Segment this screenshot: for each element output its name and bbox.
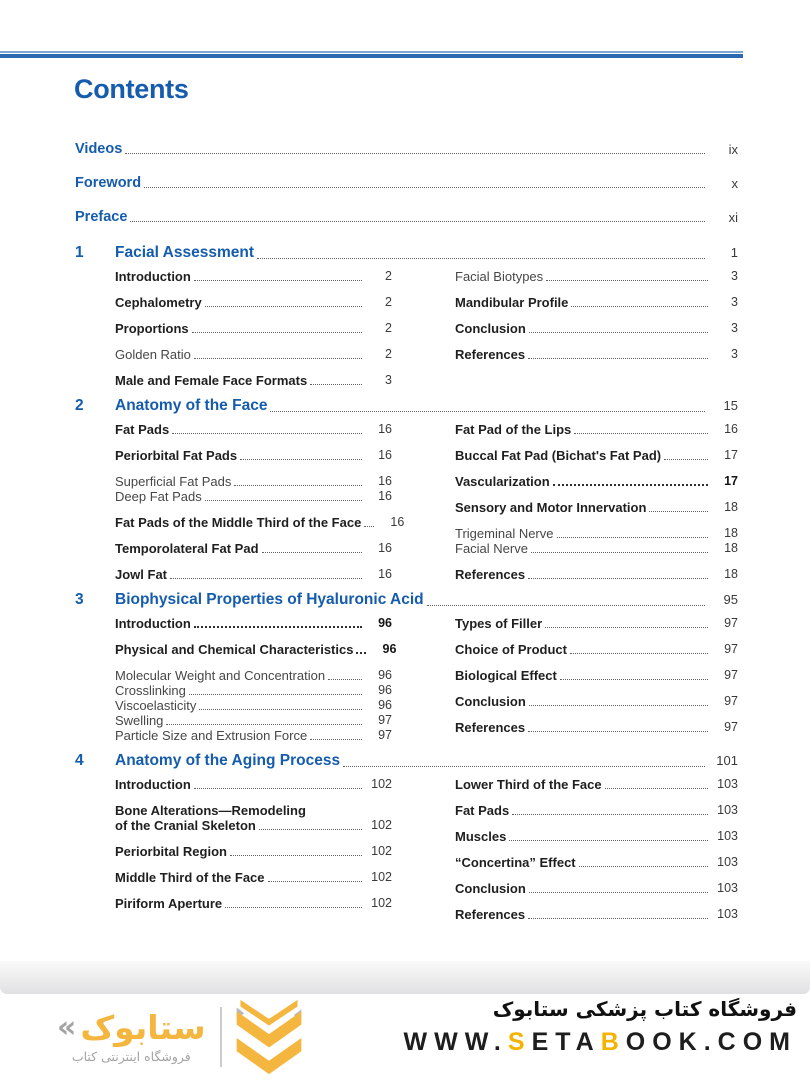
dot-leader xyxy=(545,627,708,628)
toc-entry-label: Piriform Aperture xyxy=(115,896,223,911)
chapter-number: 2 xyxy=(75,397,84,414)
toc-entry xyxy=(115,683,392,698)
toc-entry-label: Particle Size and Extrusion Force xyxy=(115,728,308,743)
dot-leader xyxy=(356,652,366,654)
logo-caption: فروشگاه اینترنتی کتاب xyxy=(71,1049,191,1065)
toc-entry-label: Fat Pad of the Lips xyxy=(455,422,572,437)
front-matter-entry xyxy=(75,142,738,157)
toc-entry-label: Trigeminal Nerve xyxy=(455,526,554,541)
toc-entry-label: of the Cranial Skeleton xyxy=(115,818,256,833)
dot-leader xyxy=(328,679,362,680)
chapter-title: Anatomy of the Aging Process xyxy=(115,752,341,769)
toc-entry-page: 97 xyxy=(724,694,738,708)
toc-entry-label: Choice of Product xyxy=(455,642,567,657)
toc-entry xyxy=(455,694,738,709)
dot-leader xyxy=(546,280,708,281)
toc-entry xyxy=(115,844,392,859)
chapter-title: Biophysical Properties of Hyaluronic Acid xyxy=(115,591,424,608)
chapter-section xyxy=(75,397,738,582)
dot-leader xyxy=(259,829,362,830)
toc-entry-label: Introduction xyxy=(115,616,191,631)
chapter-page: 15 xyxy=(723,398,738,413)
page-bottom-shadow xyxy=(0,961,810,994)
dot-leader xyxy=(570,653,708,654)
dot-leader xyxy=(509,840,708,841)
toc-entry xyxy=(115,642,397,657)
toc-entry-page: 16 xyxy=(378,489,392,503)
toc-entry-page: 3 xyxy=(731,269,738,283)
chapter-columns xyxy=(75,770,738,922)
chapter-section xyxy=(75,752,738,922)
toc-entry xyxy=(115,515,405,530)
chapter-page: 95 xyxy=(723,592,738,607)
toc-entry-label: Biological Effect xyxy=(455,668,557,683)
dot-leader xyxy=(310,739,362,740)
toc-entry-page: 17 xyxy=(724,474,738,488)
chapter-heading xyxy=(75,244,738,262)
chapter-page: 1 xyxy=(730,245,738,260)
toc-entry xyxy=(455,668,738,683)
toc-entry xyxy=(455,526,738,541)
toc-column-left xyxy=(115,609,397,743)
toc-entry-page: 103 xyxy=(717,829,738,843)
chapter-columns xyxy=(75,415,738,582)
toc-entry xyxy=(115,777,392,792)
toc-column-right xyxy=(455,262,738,388)
toc-entry xyxy=(455,269,738,284)
dot-leader xyxy=(234,485,362,486)
dot-leader xyxy=(194,788,362,789)
toc-entry-label: Deep Fat Pads xyxy=(115,489,202,504)
chapter-page: 101 xyxy=(716,753,738,768)
toc-entry xyxy=(455,347,738,362)
toc-entry xyxy=(115,870,392,885)
toc-entry-page: 97 xyxy=(378,728,392,742)
guillemet-icon: « xyxy=(57,1009,77,1045)
toc-entry xyxy=(455,295,738,310)
toc-entry xyxy=(455,855,738,870)
toc-entry-label: Conclusion xyxy=(455,694,526,709)
toc-entry-label: Cephalometry xyxy=(115,295,202,310)
toc-entry-label: Periorbital Region xyxy=(115,844,227,859)
chapter-title: Facial Assessment xyxy=(115,244,255,261)
toc-entry-page: 97 xyxy=(724,616,738,630)
table-of-contents xyxy=(75,142,738,922)
toc-entry-label: References xyxy=(455,907,526,922)
dot-leader xyxy=(531,552,708,553)
toc-entry-page: 102 xyxy=(371,870,392,884)
url-segment: B xyxy=(600,1028,626,1056)
dot-leader xyxy=(560,679,708,680)
toc-entry-label: Foreword xyxy=(75,175,142,191)
toc-entry xyxy=(115,896,392,911)
chapter-title: Anatomy of the Face xyxy=(115,397,268,414)
url-segment: OOK.COM xyxy=(625,1028,797,1056)
toc-entry-page: 102 xyxy=(371,896,392,910)
toc-entry-label: Conclusion xyxy=(455,321,526,336)
toc-entry xyxy=(115,713,392,728)
toc-entry-label: Conclusion xyxy=(455,881,526,896)
toc-entry-page: 16 xyxy=(378,448,392,462)
dot-leader xyxy=(427,605,705,606)
dot-leader xyxy=(528,578,708,579)
toc-entry-second-line xyxy=(115,818,392,833)
site-url xyxy=(404,1028,797,1057)
chapter-section xyxy=(75,591,738,743)
dot-leader xyxy=(528,731,708,732)
dot-leader xyxy=(144,187,705,188)
dot-leader xyxy=(605,788,708,789)
toc-entry xyxy=(115,373,392,388)
setabook-wordmark xyxy=(57,1007,206,1047)
dot-leader xyxy=(529,332,708,333)
toc-entry-page: 3 xyxy=(385,373,392,387)
dot-leader xyxy=(205,306,362,307)
dot-leader xyxy=(310,384,362,385)
toc-entry xyxy=(455,907,738,922)
toc-entry xyxy=(115,567,392,582)
logo-divider xyxy=(220,1007,222,1067)
toc-entry-label: Crosslinking xyxy=(115,683,186,698)
toc-entry-label: Fat Pads xyxy=(115,422,170,437)
toc-entry-page: 102 xyxy=(371,818,392,832)
dot-leader xyxy=(189,694,362,695)
toc-entry-label: Sensory and Motor Innervation xyxy=(455,500,647,515)
toc-entry-page: ix xyxy=(728,142,738,157)
footer-right-block xyxy=(404,994,797,1057)
dot-leader xyxy=(130,221,705,222)
dot-leader xyxy=(364,526,374,527)
toc-entry-page: 16 xyxy=(378,567,392,581)
dot-leader xyxy=(528,358,708,359)
dot-leader xyxy=(192,332,362,333)
dot-leader xyxy=(579,866,708,867)
toc-entry-page: 103 xyxy=(717,907,738,921)
toc-entry-label: References xyxy=(455,347,526,362)
dot-leader xyxy=(262,552,362,553)
toc-entry xyxy=(455,803,738,818)
toc-entry-label: Temporolateral Fat Pad xyxy=(115,541,259,556)
toc-entry xyxy=(455,567,738,582)
toc-entry xyxy=(455,448,738,463)
toc-entry-label: Facial Nerve xyxy=(455,541,528,556)
dot-leader xyxy=(571,306,708,307)
toc-entry xyxy=(115,489,392,504)
wordmark-text: ستابوک xyxy=(80,1007,206,1047)
toc-column-left xyxy=(115,770,392,922)
chapter-heading xyxy=(75,752,738,770)
toc-entry-page: 3 xyxy=(731,347,738,361)
dot-leader xyxy=(194,626,362,628)
toc-entry xyxy=(115,541,392,556)
dot-leader xyxy=(664,459,708,460)
toc-entry-page: 2 xyxy=(385,347,392,361)
dot-leader xyxy=(343,766,705,767)
chapter-heading xyxy=(75,397,738,415)
toc-column-left xyxy=(115,262,392,388)
toc-entry xyxy=(115,295,392,310)
toc-entry-page: 97 xyxy=(724,668,738,682)
toc-entry-label: Types of Filler xyxy=(455,616,543,631)
dot-leader xyxy=(649,511,708,512)
front-matter-entry xyxy=(75,210,738,225)
chapter-columns xyxy=(75,609,738,743)
toc-entry-page: 17 xyxy=(724,448,738,462)
toc-entry-page: 102 xyxy=(371,777,392,791)
toc-entry-label: Golden Ratio xyxy=(115,347,191,362)
dot-leader xyxy=(512,814,708,815)
toc-entry xyxy=(455,500,738,515)
toc-entry-page: 3 xyxy=(731,321,738,335)
toc-entry-page: 2 xyxy=(385,321,392,335)
toc-entry-page: 103 xyxy=(717,777,738,791)
toc-entry-label: Facial Biotypes xyxy=(455,269,544,284)
url-segment: WWW. xyxy=(403,1028,508,1056)
toc-entry-label: “Concertina” Effect xyxy=(455,855,576,870)
toc-entry-page: 103 xyxy=(717,855,738,869)
toc-entry xyxy=(115,321,392,336)
toc-entry xyxy=(455,720,738,735)
toc-entry-label: Buccal Fat Pad (Bichat's Fat Pad) xyxy=(455,448,662,463)
toc-entry-page: 96 xyxy=(378,668,392,682)
dot-leader xyxy=(270,411,705,412)
dot-leader xyxy=(528,918,708,919)
dot-leader xyxy=(172,433,362,434)
toc-entry-label: Introduction xyxy=(115,269,191,284)
dot-leader xyxy=(170,578,362,579)
toc-entry-page: 3 xyxy=(731,295,738,309)
dot-leader xyxy=(557,537,709,538)
dot-leader xyxy=(553,484,708,486)
toc-entry xyxy=(115,616,392,631)
dot-leader xyxy=(529,892,708,893)
setabook-chevron-icon xyxy=(234,998,304,1076)
toc-entry-page: 103 xyxy=(717,881,738,895)
dot-leader xyxy=(257,258,705,259)
toc-entry-page: 96 xyxy=(378,683,392,697)
toc-entry xyxy=(455,829,738,844)
toc-entry-page: 97 xyxy=(724,642,738,656)
toc-entry xyxy=(115,728,392,743)
toc-entry xyxy=(115,422,392,437)
toc-entry-page: x xyxy=(731,176,738,191)
setabook-logo xyxy=(57,998,304,1076)
toc-entry xyxy=(115,269,392,284)
dot-leader xyxy=(166,724,362,725)
toc-entry xyxy=(115,448,392,463)
toc-entry-page: xi xyxy=(728,210,738,225)
toc-entry xyxy=(115,803,392,833)
store-name-fa: فروشگاه کتاب پزشکی ستابوک xyxy=(492,997,797,1021)
url-segment: ETA xyxy=(531,1028,601,1056)
dot-leader xyxy=(268,881,362,882)
toc-entry xyxy=(455,474,738,489)
toc-entry-label: Physical and Chemical Characteristics xyxy=(115,642,354,657)
header-rule xyxy=(0,51,743,58)
toc-entry-label: Viscoelasticity xyxy=(115,698,197,713)
front-matter-entry xyxy=(75,176,738,191)
chapter-heading xyxy=(75,591,738,609)
toc-entry-label: Periorbital Fat Pads xyxy=(115,448,238,463)
toc-entry-label: Muscles xyxy=(455,829,507,844)
toc-entry xyxy=(115,698,392,713)
url-segment: S xyxy=(507,1028,532,1056)
toc-entry-page: 18 xyxy=(724,541,738,555)
toc-entry xyxy=(115,347,392,362)
toc-entry-label: Bone Alterations—Remodeling xyxy=(115,803,306,818)
toc-entry-label: Proportions xyxy=(115,321,189,336)
chapter-columns xyxy=(75,262,738,388)
toc-entry xyxy=(455,422,738,437)
toc-entry-page: 16 xyxy=(724,422,738,436)
toc-entry-page: 2 xyxy=(385,269,392,283)
toc-entry-label: Superficial Fat Pads xyxy=(115,474,232,489)
toc-entry xyxy=(115,668,392,683)
toc-entry-label: Vascularization xyxy=(455,474,550,489)
toc-entry-label: Introduction xyxy=(115,777,191,792)
dot-leader xyxy=(194,358,362,359)
toc-entry-label: Swelling xyxy=(115,713,164,728)
toc-column-left xyxy=(115,415,405,582)
toc-entry xyxy=(455,541,738,556)
toc-entry xyxy=(115,474,392,489)
toc-entry-label: References xyxy=(455,567,526,582)
chapter-number: 3 xyxy=(75,591,84,608)
toc-column-right xyxy=(455,609,738,743)
toc-entry-page: 96 xyxy=(378,698,392,712)
toc-column-right xyxy=(455,415,738,582)
toc-entry-page: 16 xyxy=(378,474,392,488)
toc-entry-page: 103 xyxy=(717,803,738,817)
toc-entry-label: Fat Pads of the Middle Third of the Face xyxy=(115,515,362,530)
toc-entry-page: 102 xyxy=(371,844,392,858)
toc-entry-label: Mandibular Profile xyxy=(455,295,569,310)
toc-entry-page: 97 xyxy=(378,713,392,727)
toc-entry-label: Lower Third of the Face xyxy=(455,777,602,792)
chapter-number: 4 xyxy=(75,752,84,769)
dot-leader xyxy=(125,153,705,154)
toc-entry xyxy=(455,616,738,631)
toc-entry-label: Molecular Weight and Concentration xyxy=(115,668,326,683)
toc-entry-label: Jowl Fat xyxy=(115,567,168,582)
toc-entry-page: 16 xyxy=(378,422,392,436)
toc-entry-page: 16 xyxy=(378,541,392,555)
toc-entry-page: 2 xyxy=(385,295,392,309)
toc-entry-page: 18 xyxy=(724,526,738,540)
toc-entry-page: 18 xyxy=(724,567,738,581)
page-title: Contents xyxy=(74,74,189,104)
dot-leader xyxy=(194,280,362,281)
dot-leader xyxy=(240,459,362,460)
toc-entry xyxy=(455,321,738,336)
toc-entry-label: Middle Third of the Face xyxy=(115,870,265,885)
header-rule-thick-line xyxy=(0,54,743,58)
dot-leader xyxy=(230,855,362,856)
toc-entry-label: Fat Pads xyxy=(455,803,510,818)
toc-entry-label: References xyxy=(455,720,526,735)
toc-entry-page: 16 xyxy=(390,515,405,529)
toc-entry-page: 96 xyxy=(382,642,397,656)
toc-entry-label: Videos xyxy=(75,141,123,157)
dot-leader xyxy=(574,433,708,434)
dot-leader xyxy=(199,709,362,710)
dot-leader xyxy=(529,705,708,706)
toc-entry-label: Male and Female Face Formats xyxy=(115,373,308,388)
toc-entry-label: Preface xyxy=(75,209,128,225)
logo-text-group xyxy=(57,1007,206,1065)
toc-entry-page: 96 xyxy=(378,616,392,630)
chapter-section xyxy=(75,244,738,388)
toc-entry xyxy=(455,777,738,792)
toc-entry xyxy=(455,642,738,657)
dot-leader xyxy=(225,907,362,908)
toc-entry-page: 97 xyxy=(724,720,738,734)
toc-column-right xyxy=(455,770,738,922)
dot-leader xyxy=(205,500,362,501)
toc-entry xyxy=(455,881,738,896)
watermark-footer xyxy=(0,994,810,1080)
toc-entry-page: 18 xyxy=(724,500,738,514)
chapter-number: 1 xyxy=(75,244,84,261)
